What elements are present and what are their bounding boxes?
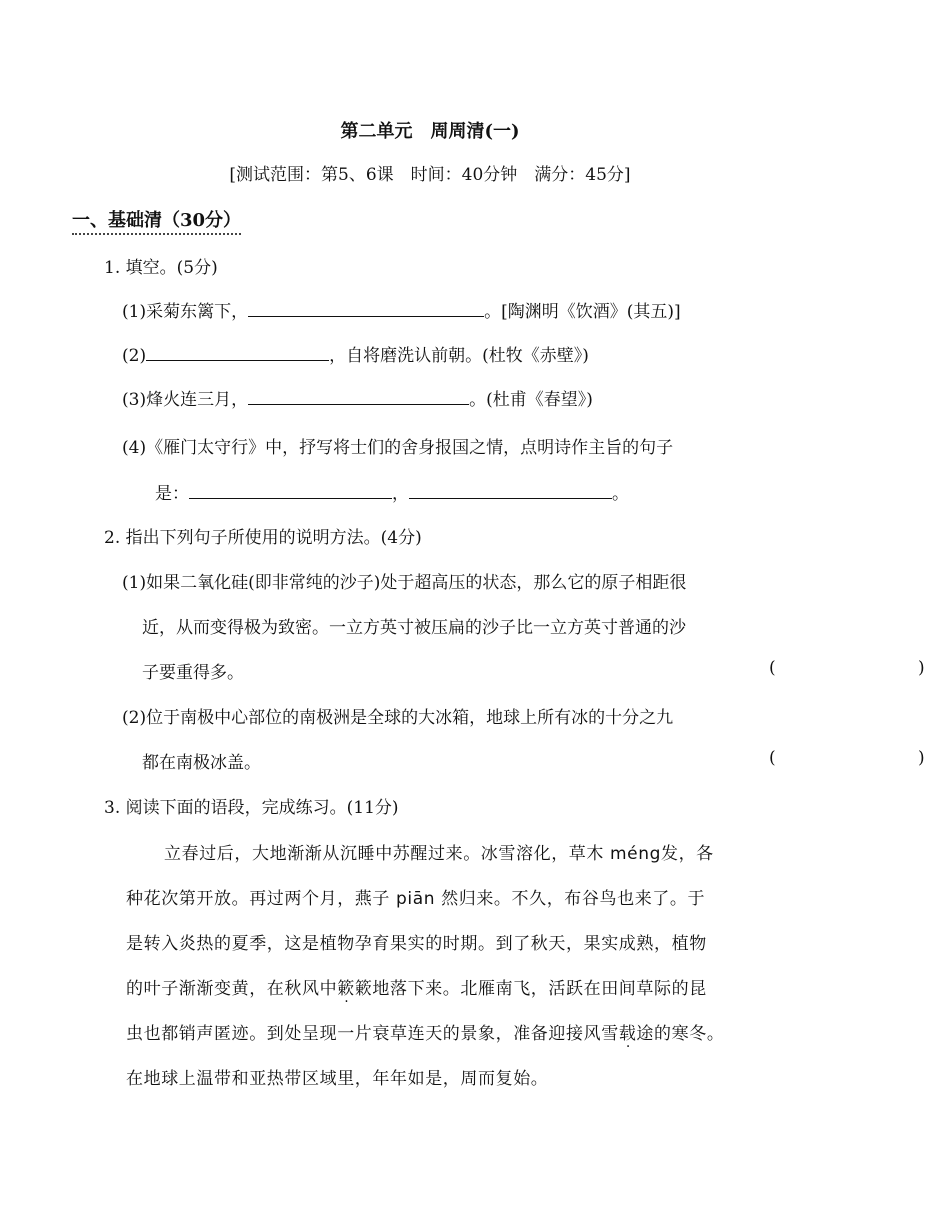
question-1-stem: 1. 填空。(5分) bbox=[104, 258, 218, 278]
question-1-item-1 bbox=[122, 297, 681, 322]
question-1-item-4-line-2 bbox=[155, 479, 629, 504]
passage-text: 的叶子渐渐变黄，在秋风中 bbox=[126, 979, 338, 999]
question-1-item-2 bbox=[122, 341, 589, 366]
passage-line-6: 在地球上温带和亚热带区域里，年年如是，周而复始。 bbox=[126, 1069, 549, 1089]
question-2-stem: 2. 指出下列句子所使用的说明方法。(4分) bbox=[104, 528, 422, 548]
answer-paren-open: ( bbox=[769, 748, 776, 768]
question-2-item-1-line-3 bbox=[142, 658, 925, 683]
question-1-item-3 bbox=[122, 385, 593, 410]
item-3-suffix: 。(杜甫《春望》) bbox=[469, 390, 593, 410]
passage-line-2: 种花次第开放。再过两个月，燕子 piān 然归来。不久，布谷鸟也来了。于 bbox=[126, 889, 706, 909]
answer-blank[interactable] bbox=[189, 482, 392, 499]
question-2-item-2-line-2 bbox=[142, 748, 925, 773]
answer-blank[interactable] bbox=[146, 344, 329, 361]
item-2-prefix: (2) bbox=[122, 346, 147, 366]
item-1-suffix: 。[陶渊明《饮酒》(其五)] bbox=[484, 302, 681, 322]
passage-line-5 bbox=[126, 1019, 724, 1044]
answer-paren-close: ) bbox=[918, 658, 925, 678]
page-title: 第二单元 周周清(一) bbox=[340, 121, 520, 142]
item-2-suffix: ，自将磨洗认前朝。(杜牧《赤壁》) bbox=[329, 346, 589, 366]
passage-text: 虫也都销声匿迹。到处呈现一片衰草连天的景象，准备迎接风雪 bbox=[126, 1024, 619, 1044]
answer-blank[interactable] bbox=[248, 300, 484, 317]
item-text: 子要重得多。 bbox=[142, 663, 244, 683]
question-1-item-4-line-1: (4)《雁门太守行》中，抒写将士们的舍身报国之情，点明诗作主旨的句子 bbox=[122, 438, 674, 458]
passage-text: 途的寒冬。 bbox=[636, 1024, 725, 1044]
item-4-suffix: 。 bbox=[612, 484, 629, 504]
answer-blank[interactable] bbox=[248, 388, 469, 405]
passage-text: 簌地落下来。北雁南飞，活跃在田间草际的昆 bbox=[354, 979, 707, 999]
question-2-item-2-line-1: (2)位于南极中心部位的南极洲是全球的大冰箱，地球上所有冰的十分之九 bbox=[122, 708, 674, 728]
item-text: 都在南极冰盖。 bbox=[142, 753, 261, 773]
item-3-prefix: (3)烽火连三月， bbox=[122, 390, 249, 410]
emphasis-char: 载 bbox=[618, 1024, 637, 1044]
item-4-prefix: 是： bbox=[155, 484, 189, 504]
item-4-comma: ， bbox=[392, 484, 409, 504]
section-heading: 一、基础清（30分） bbox=[72, 206, 241, 235]
question-3-stem: 3. 阅读下面的语段，完成练习。(11分) bbox=[104, 798, 399, 818]
passage-line-4 bbox=[126, 974, 707, 999]
answer-paren-close: ) bbox=[918, 748, 925, 768]
answer-blank[interactable] bbox=[409, 482, 612, 499]
question-2-item-1-line-2: 近，从而变得极为致密。一立方英寸被压扁的沙子比一立方英寸普通的沙 bbox=[142, 618, 686, 638]
question-2-item-1-line-1: (1)如果二氧化硅(即非常纯的沙子)处于超高压的状态，那么它的原子相距很 bbox=[122, 573, 687, 593]
emphasis-char: 簌 bbox=[337, 979, 355, 999]
test-info: [测试范围：第5、6课 时间：40分钟 满分：45分] bbox=[229, 165, 631, 185]
passage-line-1: 立春过后，大地渐渐从沉睡中苏醒过来。冰雪溶化，草木 méng发，各 bbox=[164, 844, 714, 864]
item-1-prefix: (1)采菊东篱下， bbox=[122, 302, 249, 322]
passage-line-3: 是转入炎热的夏季，这是植物孕育果实的时期。到了秋天，果实成熟，植物 bbox=[126, 934, 707, 954]
answer-paren-open: ( bbox=[769, 658, 776, 678]
